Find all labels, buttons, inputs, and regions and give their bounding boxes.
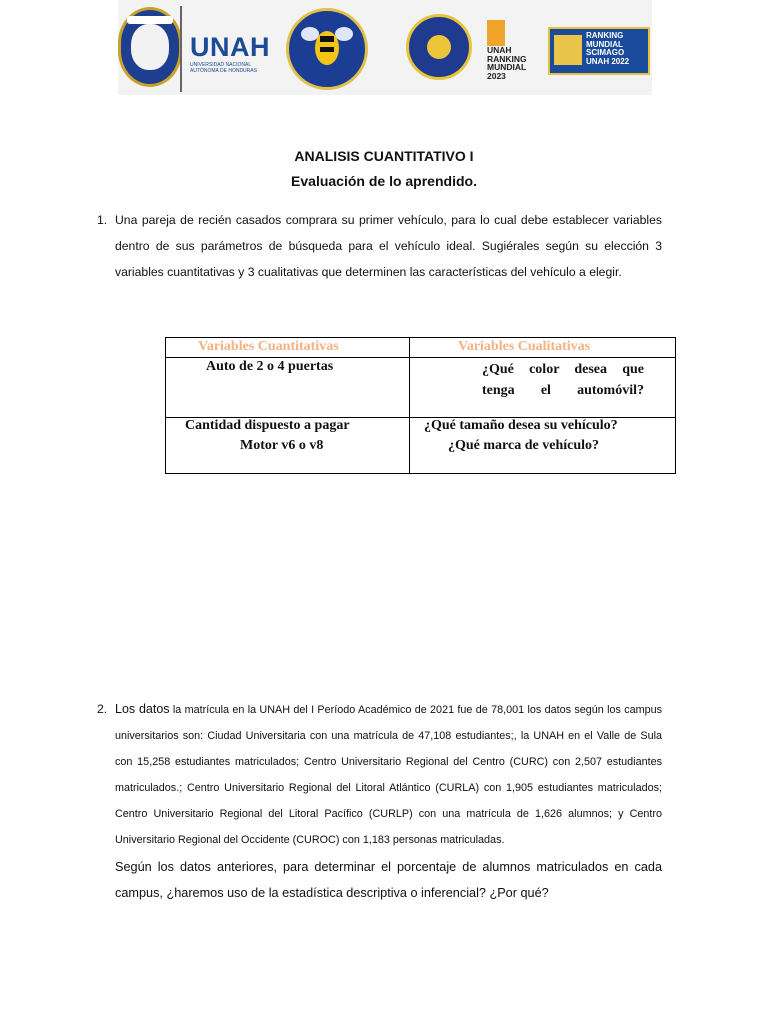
header-logos [118, 0, 652, 95]
table-header-qualitative: Variables Cualitativas [458, 339, 591, 354]
variables-table [165, 337, 676, 474]
unah-subtitle: UNIVERSIDAD NACIONAL AUTÓNOMA DE HONDURAS [190, 62, 257, 74]
logo-divider [180, 6, 182, 92]
unah-wordmark: UNAH [190, 32, 270, 62]
table-cell-r3-c2: ¿Qué marca de vehículo? [448, 438, 600, 453]
page-title: ANALISIS CUANTITATIVO I [294, 148, 474, 164]
question-2-data-text: la matrícula en la UNAH del I Período Académico de 2021 fue de 78,001 los datos según los campus universitarios son: Ciudad Universitaria con una matrícula de 47,108 estudiantes;, la UNAH en el Valle de Sula con 15,258 estudiantes matriculados; Centro Universitario Regional del Centro (CURC) con 2,507 estudiantes matriculados.; Centro Universitario Regional del Litoral Atlántico (CURLA) con 1,905 estudiantes matriculados; Centro Universitario Regional del Litoral Pacífico (CURLP) con una matrícula de 1,626 alumnos; y Centro Universitario Regional del Occidente (CUROC) con 1,183 personas matriculadas. [115, 704, 663, 846]
question-2-question: Según los datos anteriores, para determinar el porcentaje de alumnos matriculados en cada campus, ¿haremos uso de la estadística descriptiva o inferencial? ¿Por qué? [115, 860, 662, 900]
table-header-quantitative: Variables Cuantitativas [198, 339, 339, 354]
page-subtitle: Evaluación de lo aprendido. [291, 173, 477, 189]
table-cell-r1-c2: ¿Qué color desea que tenga el automóvil? [482, 362, 644, 398]
question-2-lead: Los datos [115, 702, 170, 716]
table-cell-r3-c1: Motor v6 o v8 [240, 438, 324, 453]
question-2-number: 2. [97, 702, 108, 716]
bee-seal-icon [286, 8, 368, 90]
table-cell-r2-c2: ¿Qué tamaño desea su vehículo? [424, 418, 618, 433]
question-1-text: Una pareja de recién casados comprara su primer vehículo, para lo cual debe establecer variables dentro de sus parámetros de búsqueda para el vehículo ideal. Sugiérales según su elección 3 variables cuantitativas y 3 cualitativas que determinen las características del vehículo a elegir. [115, 213, 662, 279]
question-2 [97, 696, 662, 906]
question-1-number: 1. [97, 213, 108, 227]
qs-ranking-text: UNAH RANKING MUNDIAL 2023 [487, 45, 527, 81]
sun-seal-icon [406, 14, 472, 80]
table-cell-r1-c1: Auto de 2 o 4 puertas [206, 359, 334, 374]
scimago-ranking-logo [548, 27, 650, 75]
qs-ranking-logo [487, 20, 505, 46]
scimago-ranking-text: RANKING MUNDIAL SCIMAGO UNAH 2022 [586, 31, 630, 66]
question-1 [97, 207, 662, 285]
unah-seal-icon [118, 7, 182, 87]
table-cell-r2-c1: Cantidad dispuesto a pagar [185, 418, 350, 433]
